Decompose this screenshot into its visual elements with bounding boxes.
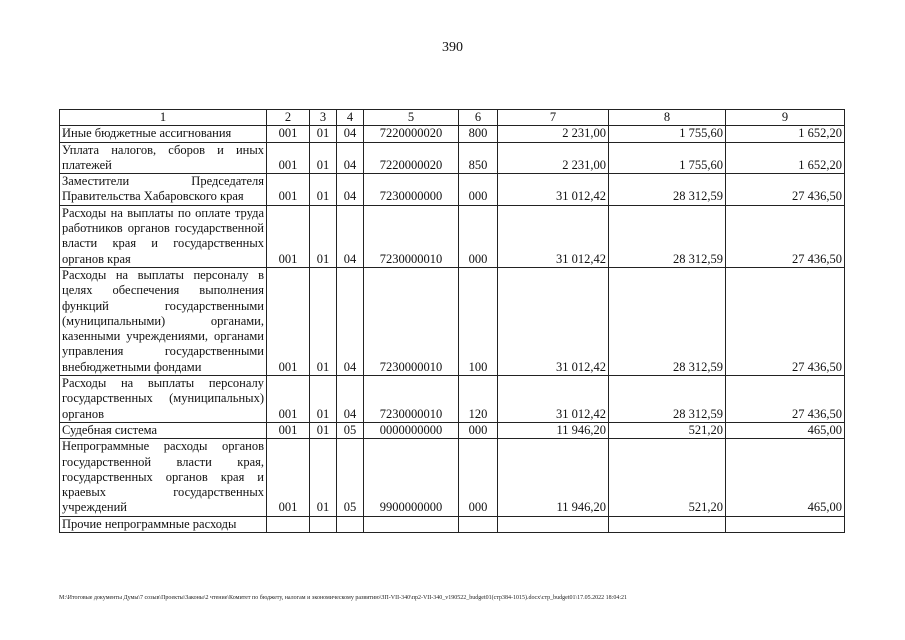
row-name-cell: Расходы на выплаты по оплате труда работников органов государственной власти края и государственных органов края	[60, 205, 267, 267]
table-cell: 001	[267, 439, 310, 516]
table-cell: 001	[267, 267, 310, 375]
table-cell: 465,00	[726, 439, 845, 516]
table-cell: 001	[267, 142, 310, 174]
table-cell: 04	[337, 142, 364, 174]
table-cell: 27 436,50	[726, 267, 845, 375]
table-cell: 7230000010	[364, 205, 459, 267]
file-path-footer: M:\Итоговые документы Думы\7 созыв\Проекты\Законы\2 чтение\Комитет по бюджету, налогам и экономическому развитию\ЗП-VII-340\пр2-VII-340_v190522_budget01(стр384-1015).docx\стр_budget01\17.05.2022 18:04:21	[59, 595, 627, 601]
table-cell: 7220000020	[364, 142, 459, 174]
column-header: 5	[364, 110, 459, 126]
table-cell: 04	[337, 267, 364, 375]
column-header: 6	[459, 110, 498, 126]
table-cell: 31 012,42	[498, 205, 609, 267]
column-header: 8	[609, 110, 726, 126]
table-cell: 01	[310, 126, 337, 142]
table-cell: 0000000000	[364, 422, 459, 438]
table-cell: 27 436,50	[726, 174, 845, 206]
table-cell: 01	[310, 376, 337, 423]
table-row	[60, 205, 845, 267]
table-cell	[609, 516, 726, 532]
table-cell: 000	[459, 174, 498, 206]
column-header: 1	[60, 110, 267, 126]
row-name-cell: Уплата налогов, сборов и иных платежей	[60, 142, 267, 174]
table-cell	[337, 516, 364, 532]
table-cell: 001	[267, 205, 310, 267]
table-cell: 800	[459, 126, 498, 142]
table-cell: 01	[310, 205, 337, 267]
table-cell: 100	[459, 267, 498, 375]
table-row	[60, 174, 845, 206]
column-header: 2	[267, 110, 310, 126]
table-cell: 001	[267, 174, 310, 206]
table-row	[60, 516, 845, 532]
table-cell: 01	[310, 439, 337, 516]
table-cell: 04	[337, 205, 364, 267]
table-cell	[726, 516, 845, 532]
table-cell: 465,00	[726, 422, 845, 438]
header-row	[60, 110, 845, 126]
table-cell: 7230000010	[364, 376, 459, 423]
table-row	[60, 439, 845, 516]
table-cell: 28 312,59	[609, 174, 726, 206]
table-cell: 04	[337, 174, 364, 206]
row-name-cell: Прочие непрограммные расходы	[60, 516, 267, 532]
table-cell: 27 436,50	[726, 376, 845, 423]
column-header: 4	[337, 110, 364, 126]
budget-table	[59, 109, 845, 533]
table-cell: 01	[310, 267, 337, 375]
table-cell: 01	[310, 142, 337, 174]
table-cell: 11 946,20	[498, 422, 609, 438]
table-cell: 28 312,59	[609, 376, 726, 423]
table-cell: 1 755,60	[609, 126, 726, 142]
row-name-cell: Судебная система	[60, 422, 267, 438]
table-row	[60, 267, 845, 375]
row-name-cell: Заместители Председателя Правительства Хабаровского края	[60, 174, 267, 206]
table-cell: 000	[459, 205, 498, 267]
row-name-cell: Расходы на выплаты персоналу в целях обеспечения выполнения функций государственными (муниципальными) органами, казенными учреждениями, органами управления государственными внебюджетными фондами	[60, 267, 267, 375]
table-cell: 28 312,59	[609, 267, 726, 375]
table-cell: 1 652,20	[726, 142, 845, 174]
table-cell: 04	[337, 126, 364, 142]
table-row	[60, 142, 845, 174]
table-cell: 001	[267, 376, 310, 423]
table-cell: 27 436,50	[726, 205, 845, 267]
table-body	[60, 110, 845, 533]
table-cell	[498, 516, 609, 532]
column-header: 3	[310, 110, 337, 126]
table-cell: 1 755,60	[609, 142, 726, 174]
table-cell: 9900000000	[364, 439, 459, 516]
table-row	[60, 422, 845, 438]
table-cell: 31 012,42	[498, 174, 609, 206]
table-cell	[310, 516, 337, 532]
table-cell: 1 652,20	[726, 126, 845, 142]
table-cell: 7230000000	[364, 174, 459, 206]
column-header: 7	[498, 110, 609, 126]
table-cell: 01	[310, 422, 337, 438]
table-row	[60, 376, 845, 423]
table-cell: 28 312,59	[609, 205, 726, 267]
table-cell	[459, 516, 498, 532]
table-cell: 01	[310, 174, 337, 206]
table-cell: 521,20	[609, 439, 726, 516]
row-name-cell: Иные бюджетные ассигнования	[60, 126, 267, 142]
table-row	[60, 126, 845, 142]
table-cell: 001	[267, 422, 310, 438]
table-cell: 000	[459, 439, 498, 516]
table-cell: 000	[459, 422, 498, 438]
table-cell: 04	[337, 376, 364, 423]
table-cell: 521,20	[609, 422, 726, 438]
table-cell: 2 231,00	[498, 142, 609, 174]
row-name-cell: Непрограммные расходы органов государственной власти края, государственных органов края и краевых государственных учреждений	[60, 439, 267, 516]
table-cell: 120	[459, 376, 498, 423]
table-cell: 05	[337, 439, 364, 516]
table-cell: 31 012,42	[498, 376, 609, 423]
column-header: 9	[726, 110, 845, 126]
table-cell: 11 946,20	[498, 439, 609, 516]
table-cell: 2 231,00	[498, 126, 609, 142]
row-name-cell: Расходы на выплаты персоналу государственных (муниципальных) органов	[60, 376, 267, 423]
table-cell	[364, 516, 459, 532]
table-cell: 05	[337, 422, 364, 438]
table-cell	[267, 516, 310, 532]
table-cell: 850	[459, 142, 498, 174]
table-cell: 001	[267, 126, 310, 142]
page-number: 390	[442, 40, 463, 55]
table-cell: 31 012,42	[498, 267, 609, 375]
table-cell: 7230000010	[364, 267, 459, 375]
table-cell: 7220000020	[364, 126, 459, 142]
